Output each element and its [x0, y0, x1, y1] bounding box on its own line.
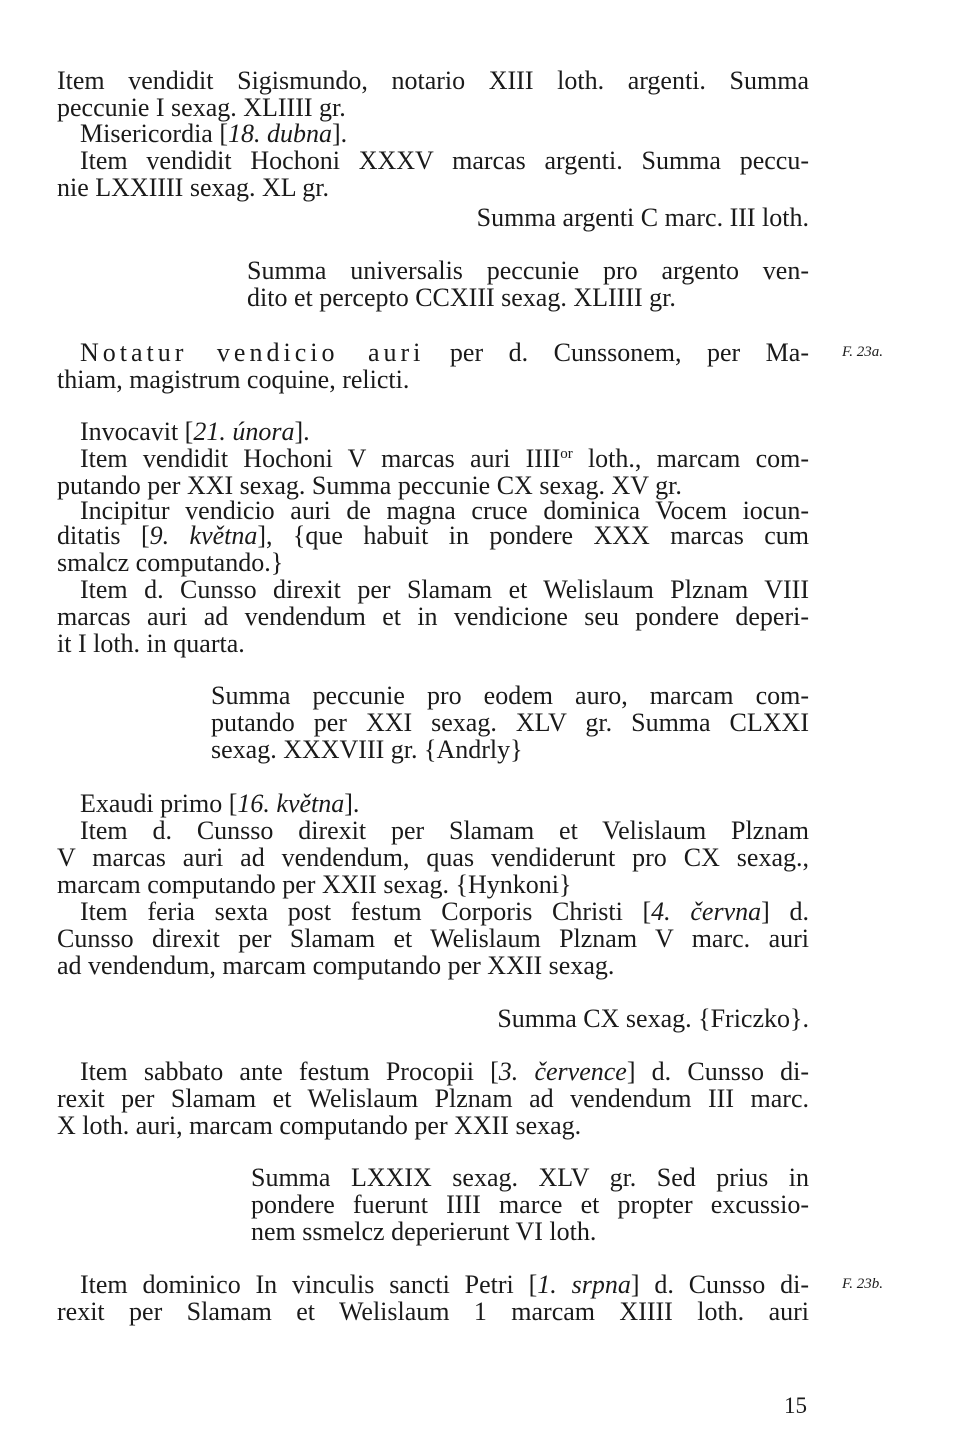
text-run: Exaudi primo [: [80, 789, 238, 818]
text-line: [57, 366, 809, 393]
text-run: per d. Cunssonem, per Ma-: [424, 338, 809, 367]
text-line: [57, 925, 809, 952]
text-run: Item vendidit Sigismundo, notario XIII loth. argenti. Summa: [57, 66, 809, 95]
text-line: [251, 1164, 809, 1191]
text-line: [80, 576, 809, 603]
text-line: [80, 1271, 809, 1298]
text-run: loth., marcam com-: [572, 444, 809, 473]
text-run: Item vendidit Hochoni V marcas auri IIII: [80, 444, 561, 473]
text-run: peccunie I sexag. XLIIII gr.: [57, 93, 346, 122]
text-run: 1. srpna: [537, 1270, 631, 1299]
text-run: rexit per Slamam et Welislaum 1 marcam XIIII loth. auri: [57, 1297, 809, 1326]
text-line: [80, 790, 809, 817]
text-line: [57, 1085, 809, 1112]
text-line: [57, 472, 809, 499]
text-run: Summa peccunie pro eodem auro, marcam com-: [211, 681, 809, 710]
text-run: ].: [344, 789, 360, 818]
text-run: nem ssmelcz deperierunt VI loth.: [251, 1217, 597, 1246]
text-line: [80, 120, 809, 147]
text-run: smalcz computando.}: [57, 548, 284, 577]
text-run: Notatur vendicio auri: [80, 338, 425, 367]
text-line: [497, 1005, 809, 1032]
text-run: Summa CX sexag. {Friczko}.: [497, 1004, 809, 1033]
text-run: V marcas auri ad vendendum, quas vendiderunt pro CX sexag.,: [57, 843, 809, 872]
text-run: ad vendendum, marcam computando per XXII sexag.: [57, 951, 615, 980]
text-run: Item dominico In vinculis sancti Petri [: [80, 1270, 538, 1299]
text-run: ].: [294, 417, 310, 446]
text-run: 16. května: [237, 789, 345, 818]
text-line: [80, 497, 809, 524]
text-run: Summa universalis peccunie pro argento ven-: [247, 256, 809, 285]
text-line: [80, 898, 809, 925]
text-run: Incipitur vendicio auri de magna cruce dominica Vocem iocun-: [80, 496, 809, 525]
text-line: [80, 817, 809, 844]
text-line: [211, 709, 809, 736]
text-run: or: [560, 446, 573, 462]
text-run: ].: [332, 119, 348, 148]
text-run: ] d. Cunsso di-: [630, 1270, 809, 1299]
text-line: [57, 94, 809, 121]
text-line: [57, 67, 809, 94]
text-run: thiam, magistrum coquine, relicti.: [57, 365, 410, 394]
text-run: ], {que habuit in pondere XXX marcas cum: [257, 521, 810, 550]
text-line: [247, 284, 676, 311]
text-run: Misericordia [: [80, 119, 229, 148]
text-run: nie LXXIIII sexag. XL gr.: [57, 173, 329, 202]
text-run: 9. května: [149, 521, 258, 550]
page-number: 15: [784, 1393, 807, 1418]
text-line: [80, 147, 809, 174]
text-line: [57, 1112, 809, 1139]
text-run: Item feria sexta post festum Corporis Christi [: [80, 897, 652, 926]
text-run: Item d. Cunsso direxit per Slamam et Welislaum Plznam VIII: [80, 575, 809, 604]
text-run: pondere fuerunt IIII marce et propter excussio-: [251, 1190, 809, 1219]
text-run: Item vendidit Hochoni XXXV marcas argenti. Summa peccu-: [80, 146, 809, 175]
text-line: [57, 952, 809, 979]
text-run: 3. července: [498, 1057, 627, 1086]
text-line: [57, 522, 809, 549]
text-run: Item d. Cunsso direxit per Slamam et Velislaum Plznam: [80, 816, 809, 845]
text-run: 18. dubna: [228, 119, 333, 148]
text-run: Item sabbato ante festum Procopii [: [80, 1057, 499, 1086]
text-line: [57, 549, 809, 576]
text-line: [211, 682, 809, 709]
text-run: dito et percepto CCXIII sexag. XLIIII gr.: [247, 283, 676, 312]
text-run: putando per XXI sexag. XLV gr. Summa CLXXI: [211, 708, 809, 737]
text-line: [57, 174, 809, 201]
text-run: ditatis [: [57, 521, 150, 550]
text-run: Summa argenti C marc. III loth.: [476, 203, 809, 232]
text-line: [211, 736, 523, 763]
text-line: [80, 339, 809, 366]
text-run: marcas auri ad vendendum et in vendicione seu pondere deperi-: [57, 602, 809, 631]
text-run: X loth. auri, marcam computando per XXII sexag.: [57, 1111, 582, 1140]
text-run: ] d.: [761, 897, 809, 926]
text-line: [57, 630, 809, 657]
text-line: [80, 445, 809, 472]
text-line: [80, 418, 809, 445]
text-line: [57, 871, 809, 898]
text-run: sexag. XXXVIII gr. {Andrly}: [211, 735, 523, 764]
text-line: [57, 603, 809, 630]
text-run: 4. června: [651, 897, 762, 926]
text-run: 21. února: [193, 417, 295, 446]
text-line: [251, 1218, 596, 1245]
folio-marker: F. 23b.: [842, 1276, 883, 1292]
text-run: rexit per Slamam et Welislaum Plznam ad vendendum III marc.: [57, 1084, 809, 1113]
text-line: [247, 257, 809, 284]
text-line: [57, 1298, 809, 1325]
text-line: [251, 1191, 809, 1218]
text-run: Summa LXXIX sexag. XLV gr. Sed prius in: [251, 1163, 809, 1192]
text-run: marcam computando per XXII sexag. {Hynkoni}: [57, 870, 572, 899]
folio-marker: F. 23a.: [842, 344, 883, 360]
text-line: [477, 204, 809, 231]
text-run: ] d. Cunsso di-: [626, 1057, 809, 1086]
text-run: it I loth. in quarta.: [57, 629, 245, 658]
text-run: Invocavit [: [80, 417, 194, 446]
text-line: [80, 1058, 809, 1085]
text-run: Cunsso direxit per Slamam et Welislaum Plznam V marc. auri: [57, 924, 809, 953]
text-run: putando per XXI sexag. Summa peccunie CX sexag. XV gr.: [57, 471, 682, 500]
text-line: [57, 844, 809, 871]
